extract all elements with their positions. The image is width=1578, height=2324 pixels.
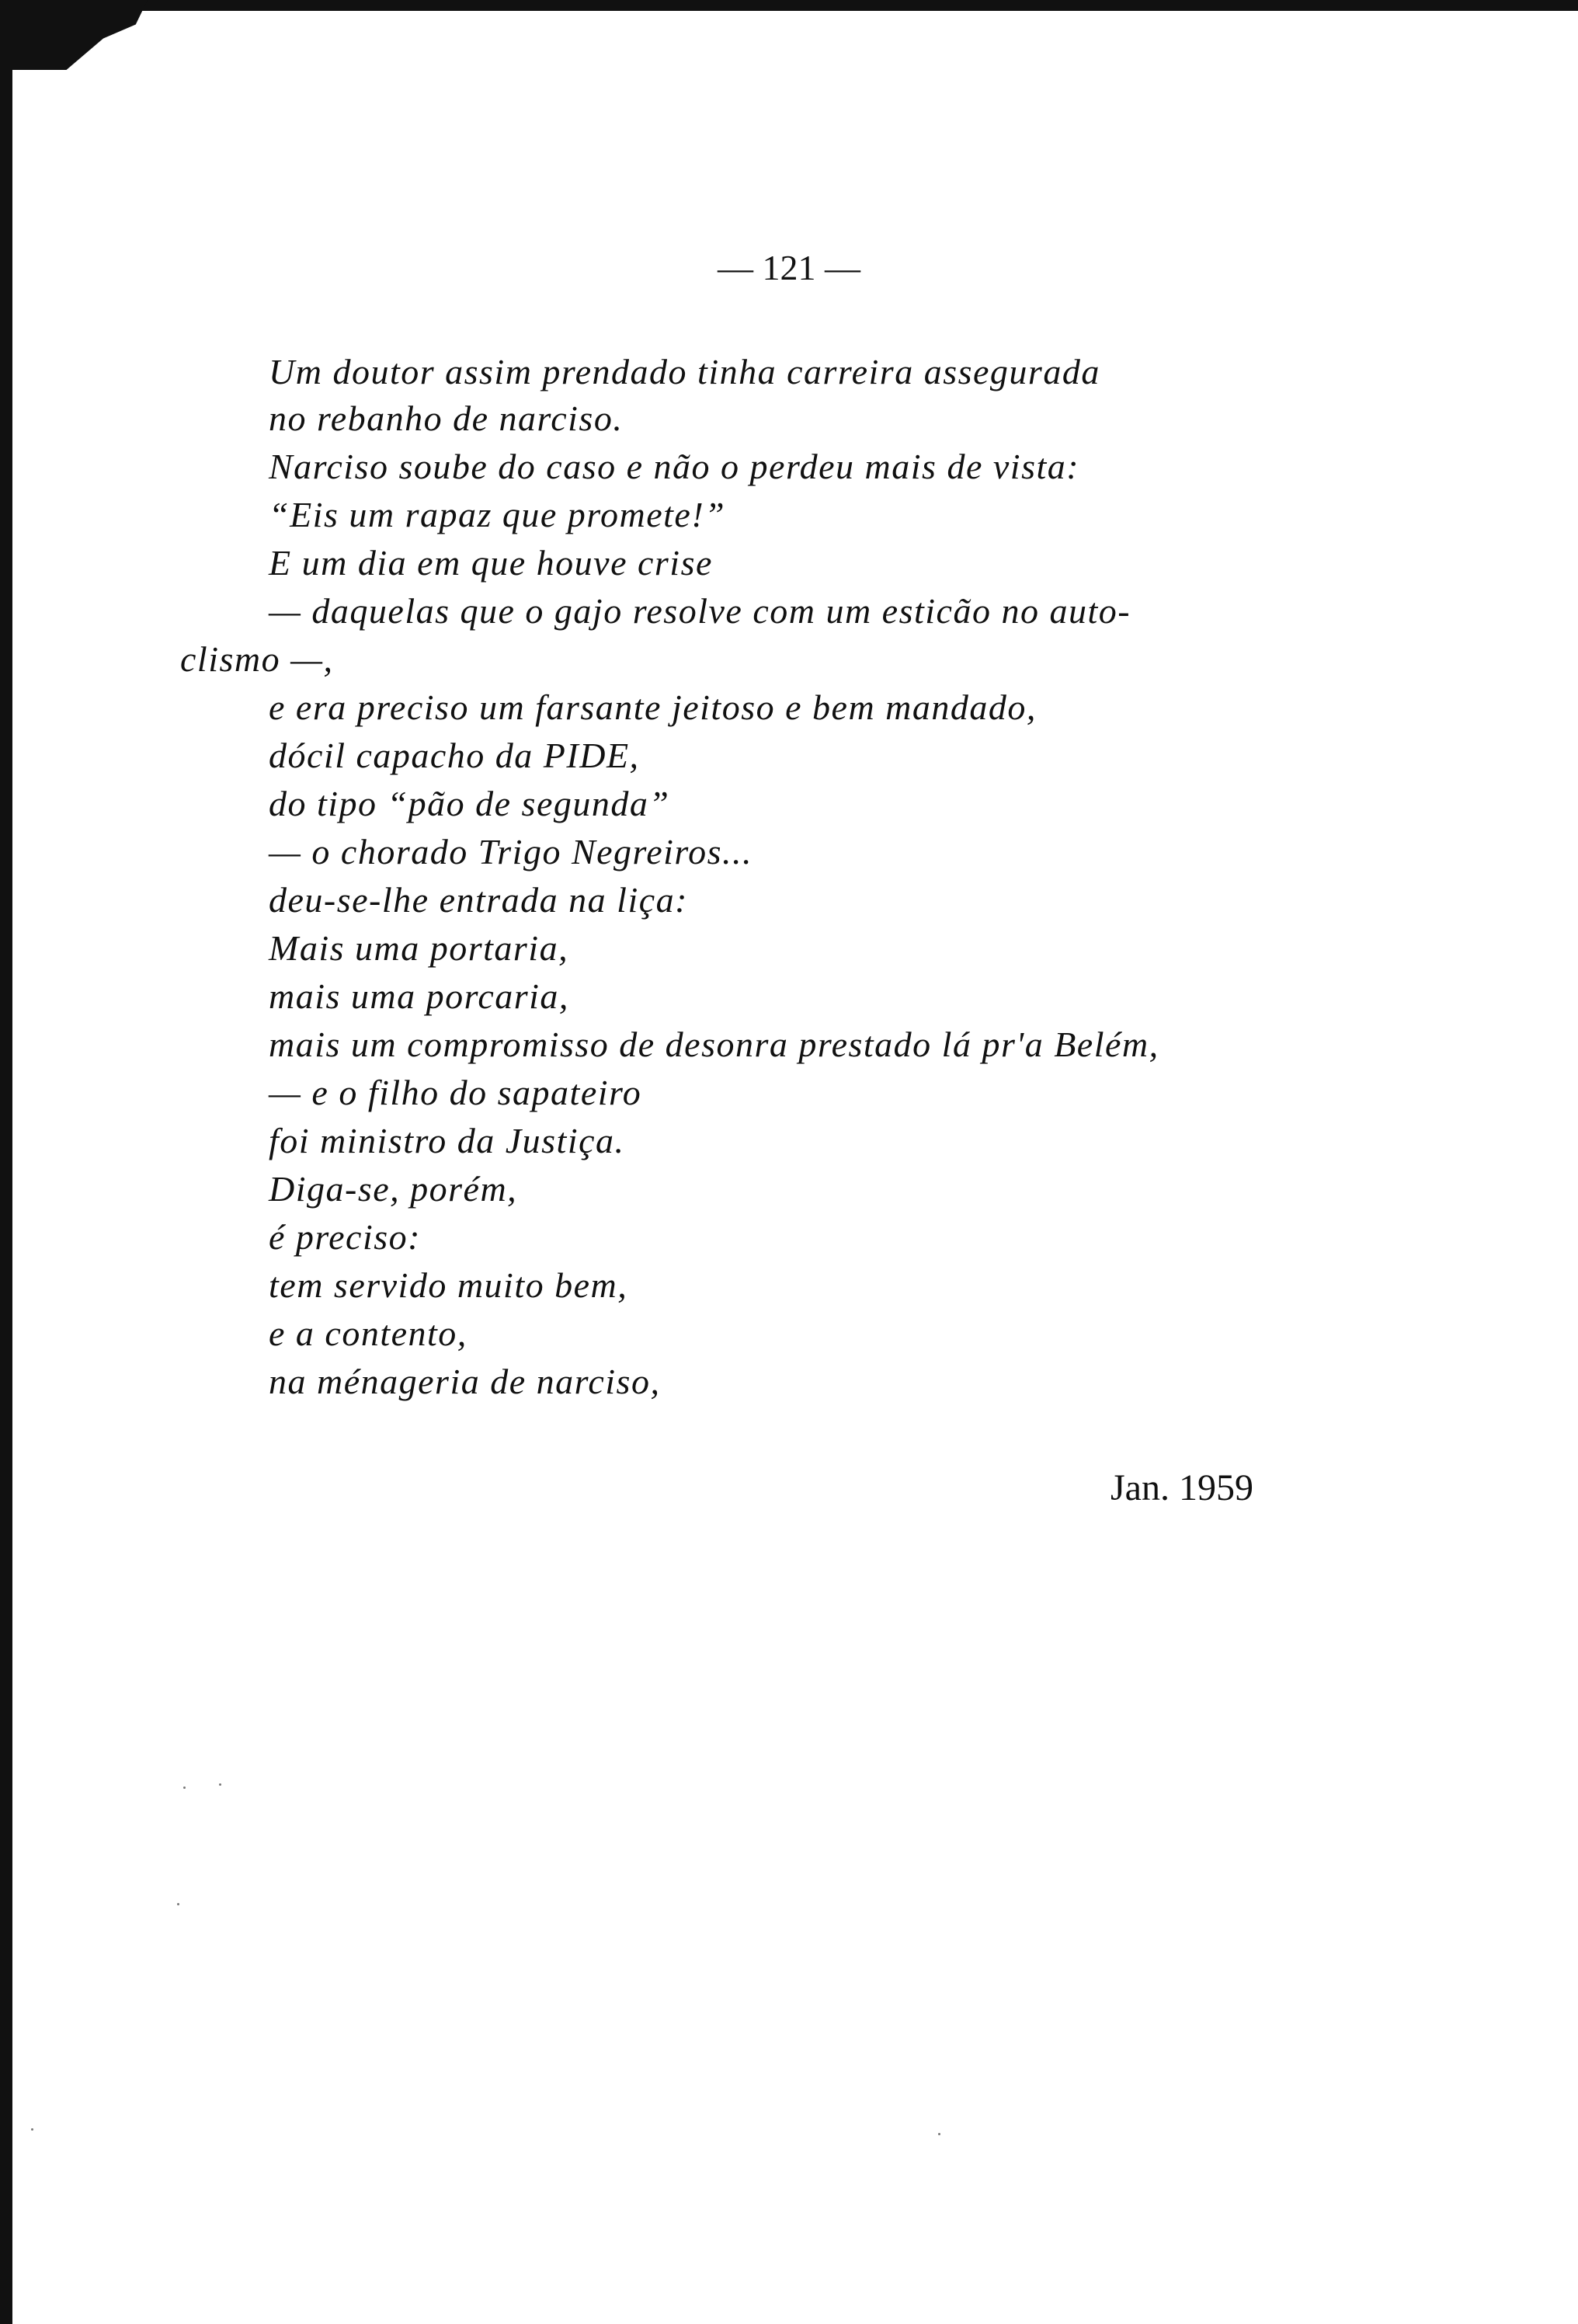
poem-line: mais uma porcaria, xyxy=(269,976,569,1016)
poem-line: tem servido muito bem, xyxy=(269,1265,628,1305)
poem-line: na ménageria de narciso, xyxy=(269,1362,661,1401)
poem-line: e era preciso um farsante jeitoso e bem mandado, xyxy=(269,687,1037,727)
page-number: — 121 — xyxy=(718,248,860,287)
poem-line: Diga-se, porém, xyxy=(269,1169,518,1209)
poem-line: — e o filho do sapateiro xyxy=(269,1073,642,1112)
scan-speck xyxy=(177,1903,179,1905)
poem-line: dócil capacho da PIDE, xyxy=(269,736,640,775)
scan-speck xyxy=(31,2128,33,2131)
poem-line: — daquelas que o gajo resolve com um esticão no auto- xyxy=(269,591,1131,631)
poem-line: clismo —, xyxy=(180,639,334,679)
scan-speck xyxy=(219,1783,221,1786)
poem-line: mais um compromisso de desonra prestado lá pr'a Belém, xyxy=(269,1025,1159,1064)
poem-line: é preciso: xyxy=(269,1217,421,1257)
poem-line: foi ministro da Justiça. xyxy=(269,1121,625,1160)
poem-line: Um doutor assim prendado tinha carreira assegurada xyxy=(269,352,1100,391)
poem-line: do tipo “pão de segunda” xyxy=(269,784,670,823)
poem-line: Narciso soube do caso e não o perdeu mais de vista: xyxy=(269,447,1080,486)
poem-line: Mais uma portaria, xyxy=(269,928,569,968)
poem-line: deu-se-lhe entrada na liça: xyxy=(269,880,688,920)
scan-corner-artifact xyxy=(0,0,148,70)
poem-line: e a contento, xyxy=(269,1313,467,1353)
scan-left-border xyxy=(0,0,12,2324)
scan-speck xyxy=(938,2133,940,2135)
scan-speck xyxy=(183,1786,186,1789)
poem-line: no rebanho de narciso. xyxy=(269,398,624,438)
poem-line: E um dia em que houve crise xyxy=(269,543,713,583)
scan-top-border xyxy=(0,0,1578,11)
poem-line: — o chorado Trigo Negreiros... xyxy=(269,832,753,872)
poem-date: Jan. 1959 xyxy=(1111,1467,1253,1508)
poem-line: “Eis um rapaz que promete!” xyxy=(269,495,726,534)
